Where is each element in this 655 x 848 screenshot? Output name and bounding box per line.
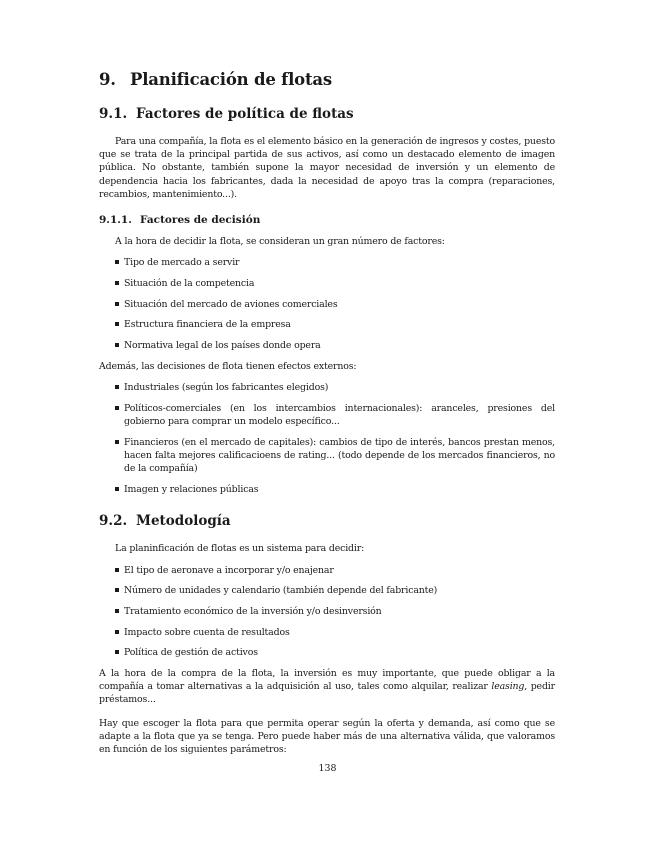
list-item: Estructura financiera de la empresa [99,318,555,331]
bullet-icon [115,440,119,444]
list-item: Política de gestión de activos [99,646,555,659]
fleet-choice-paragraph: Hay que escoger la flota para que permita operar según la oferta y demanda, así como que se adapte a la flota que ya se tenga. Pero puede haber más de una alternativa válida, que valoramos en función de los siguientes parámetros: [99,717,555,756]
factors-intro-paragraph: A la hora de decidir la flota, se consideran un gran número de factores: [115,236,445,248]
bullet-icon [115,302,119,306]
section-number: 9.2. [99,513,128,530]
section-title: Metodología [136,513,231,530]
subsection-number: 9.1.1. [99,214,132,227]
chapter-number: 9. [99,70,116,89]
section-intro-paragraph: Para una compañía, la flota es el elemento básico en la generación de ingresos y costes, puesto que se trata de la principal partida de sus activos, así como un destacado elemento de imagen pública. No obstante, también supone la mayor necesidad de inversión y un elemento de dependencia hacia los fabricantes, dada la necesidad de apoyo tras la compra (reparaciones, recambios, mantenimiento...). [99,136,555,200]
bullet-icon [115,487,119,491]
section-heading [99,513,555,530]
bullet-icon [115,260,119,264]
list-item: Impacto sobre cuenta de resultados [99,626,555,639]
bullet-icon [115,630,119,634]
bullet-icon [115,281,119,285]
effects-list [99,381,555,496]
list-item: El tipo de aeronave a incorporar y/o enajenar [99,564,555,577]
section-title: Factores de política de flotas [136,106,354,122]
list-item: Número de unidades y calendario (también depende del fabricante) [99,584,555,597]
subsection-title: Factores de decisión [140,214,261,227]
document-page [99,70,555,756]
list-item: Situación de la competencia [99,277,555,290]
page-number: 138 [318,763,337,774]
list-item: Imagen y relaciones públicas [99,483,555,496]
bullet-icon [115,343,119,347]
bullet-icon [115,406,119,410]
list-item: Políticos-comerciales (en los intercambios internacionales): aranceles, presiones del gobierno para comprar un modelo específico... [99,402,555,428]
list-item: Financieros (en el mercado de capitales): cambios de tipo de interés, bancos prestan menos, hacen falta mejores calificacioens de rating... (todo depende de los mercados financieros, no de la compañía) [99,436,555,476]
list-item: Situación del mercado de aviones comerciales [99,298,555,311]
purchase-paragraph: A la hora de la compra de la flota, la inversión es muy importante, que puede obligar a la compañía a tomar alternativas a la adquisición al uso, tales como alquilar, realizar leasing, pedir préstamos... [99,668,555,706]
bullet-icon [115,609,119,613]
subsection-heading [99,213,555,227]
bullet-icon [115,385,119,389]
bullet-icon [115,322,119,326]
list-item: Industriales (según los fabricantes elegidos) [99,381,555,394]
methodology-list [99,564,555,660]
list-item: Tratamiento económico de la inversión y/o desinversión [99,605,555,618]
effects-intro-paragraph: Además, las decisiones de flota tienen efectos externos: [99,360,357,372]
factors-list [99,256,555,352]
methodology-intro-paragraph: La planinficación de flotas es un sistema para decidir: [115,543,365,555]
list-item: Tipo de mercado a servir [99,256,555,269]
section-heading [99,106,555,123]
section-number: 9.1. [99,106,128,122]
leasing-term: leasing [491,681,525,693]
bullet-icon [115,568,119,572]
chapter-heading [99,70,555,90]
bullet-icon [115,650,119,654]
bullet-icon [115,588,119,592]
list-item: Normativa legal de los países donde opera [99,339,555,352]
chapter-title: Planificación de flotas [130,70,332,89]
